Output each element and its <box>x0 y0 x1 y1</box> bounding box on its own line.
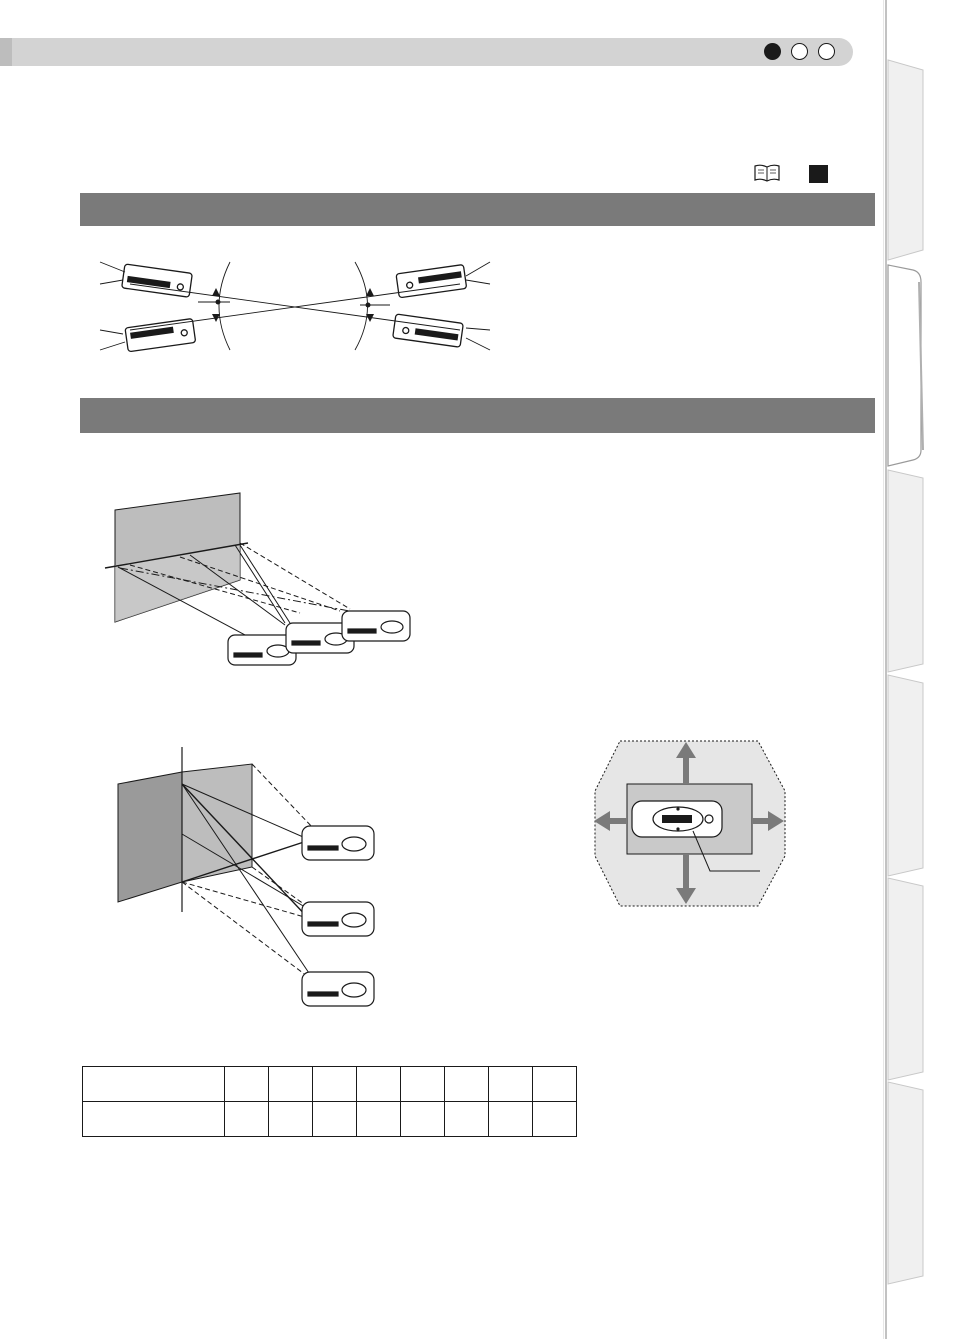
table-row <box>83 1067 577 1102</box>
table-cell <box>533 1067 577 1102</box>
table-cell <box>83 1102 225 1137</box>
progress-dot-2 <box>791 43 808 60</box>
side-tab-6[interactable] <box>888 1082 923 1284</box>
table-cell <box>83 1067 225 1102</box>
table-cell <box>489 1102 533 1137</box>
table-cell <box>313 1102 357 1137</box>
table-cell <box>269 1067 313 1102</box>
table-cell <box>225 1102 269 1137</box>
shift-range-figure <box>590 736 790 911</box>
tilt-angle-figure <box>90 250 500 360</box>
side-tab-2-active[interactable] <box>888 265 921 466</box>
header-bar-edge <box>0 38 12 66</box>
table-cell <box>269 1102 313 1137</box>
table-cell <box>225 1067 269 1102</box>
side-tab-3[interactable] <box>888 470 923 672</box>
side-index-tabs <box>883 0 954 1339</box>
table-cell <box>313 1067 357 1102</box>
table-cell <box>357 1067 401 1102</box>
table-row <box>83 1102 577 1137</box>
side-tab-4[interactable] <box>888 675 923 876</box>
progress-dot-3 <box>818 43 835 60</box>
side-tab-5[interactable] <box>888 878 923 1080</box>
table-cell <box>489 1067 533 1102</box>
table-cell <box>357 1102 401 1137</box>
progress-dot-1 <box>764 43 781 60</box>
data-table <box>82 1066 577 1137</box>
side-tab-1[interactable] <box>888 60 923 260</box>
table-cell <box>445 1102 489 1137</box>
section-heading-bar-1 <box>80 193 875 226</box>
section-heading-bar-2 <box>80 398 875 433</box>
black-square-icon <box>809 165 828 183</box>
header-bar <box>0 38 853 66</box>
vertical-shift-figure <box>110 742 390 1017</box>
table-cell <box>445 1067 489 1102</box>
table-cell <box>533 1102 577 1137</box>
horizontal-shift-figure <box>100 485 420 675</box>
table-cell <box>401 1102 445 1137</box>
book-icon <box>754 164 780 182</box>
table-cell <box>401 1067 445 1102</box>
